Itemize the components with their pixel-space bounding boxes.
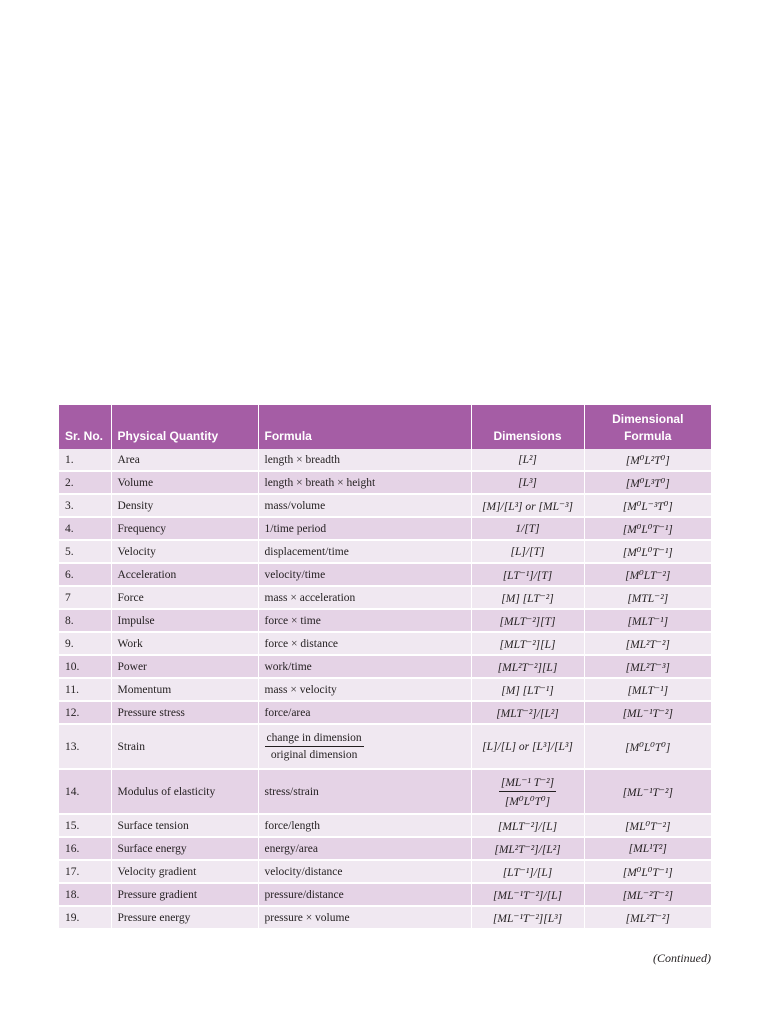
cell-sr-no: 16. [59,837,111,860]
cell-sr-no: 1. [59,449,111,471]
cell-dimensional-formula: [ML⁻¹T⁻²] [584,701,711,724]
cell-dimensions: [MLT⁻²][T] [471,609,584,632]
cell-formula: mass × velocity [258,678,471,701]
header-dimensional-formula [584,405,711,449]
cell-sr-no: 11. [59,678,111,701]
cell-sr-no: 4. [59,517,111,540]
cell-quantity: Acceleration [111,563,258,586]
cell-quantity: Pressure gradient [111,883,258,906]
cell-formula: force/length [258,814,471,837]
cell-sr-no: 13. [59,724,111,769]
table-row [59,586,711,609]
cell-dimensions: [M] [LT⁻²] [471,586,584,609]
cell-dimensions: [LT⁻¹]/[T] [471,563,584,586]
cell-dimensions: [L²] [471,449,584,471]
cell-formula: pressure × volume [258,906,471,929]
table-row [59,769,711,814]
cell-dimensions: [ML²T⁻²]/[L²] [471,837,584,860]
cell-formula: force × distance [258,632,471,655]
continued-note: (Continued) [653,951,711,965]
cell-quantity: Area [111,449,258,471]
cell-dimensions: [M] [LT⁻¹] [471,678,584,701]
table-row [59,655,711,678]
cell-sr-no: 14. [59,769,111,814]
cell-formula: velocity/distance [258,860,471,883]
cell-quantity: Force [111,586,258,609]
table-row [59,860,711,883]
dimensions-table [59,405,711,930]
cell-quantity: Modulus of elasticity [111,769,258,814]
cell-sr-no: 2. [59,471,111,494]
dimensions-fraction [499,775,556,808]
cell-dimensions: [ML⁻¹T⁻²][L³] [471,906,584,929]
cell-formula: mass × acceleration [258,586,471,609]
cell-dimensional-formula: [M⁰L⁰T⁰] [584,724,711,769]
cell-dimensions: [MLT⁻²]/[L²] [471,701,584,724]
cell-formula: stress/strain [258,769,471,814]
cell-sr-no: 9. [59,632,111,655]
header-formula: Formula [258,405,471,449]
cell-quantity: Surface energy [111,837,258,860]
cell-dimensional-formula: [ML²T⁻²] [584,906,711,929]
cell-quantity: Pressure stress [111,701,258,724]
table-row [59,609,711,632]
cell-dimensional-formula: [ML⁰T⁻²] [584,814,711,837]
cell-dimensions: [MLT⁻²]/[L] [471,814,584,837]
cell-dimensional-formula: [MLT⁻¹] [584,678,711,701]
table-row [59,678,711,701]
cell-dimensions: 1/[T] [471,517,584,540]
cell-dimensional-formula: [M⁰L⁻³T⁰] [584,494,711,517]
cell-quantity: Frequency [111,517,258,540]
table-row [59,540,711,563]
cell-formula: length × breadth [258,449,471,471]
table-row [59,471,711,494]
cell-formula: work/time [258,655,471,678]
cell-dimensions: [MLT⁻²][L] [471,632,584,655]
cell-dimensions: [L]/[T] [471,540,584,563]
table-row [59,701,711,724]
cell-quantity: Pressure energy [111,906,258,929]
table-row [59,724,711,769]
header-dimensions: Dimensions [471,405,584,449]
formula-fraction [265,732,364,761]
cell-dimensions: [L³] [471,471,584,494]
cell-dimensional-formula: [M⁰L⁰T⁻¹] [584,517,711,540]
cell-sr-no: 8. [59,609,111,632]
fraction-numerator: change in dimension [265,732,364,747]
cell-sr-no: 19. [59,906,111,929]
table-row [59,517,711,540]
cell-sr-no: 5. [59,540,111,563]
cell-sr-no: 17. [59,860,111,883]
header-sr-no: Sr. No. [59,405,111,449]
header-dimensional-formula-line1: Dimensional [612,412,684,426]
cell-sr-no: 6. [59,563,111,586]
table-row [59,906,711,929]
cell-dimensional-formula: [MTL⁻²] [584,586,711,609]
fraction-numerator: [ML⁻¹ T⁻²] [499,775,556,792]
header-physical-quantity: Physical Quantity [111,405,258,449]
cell-dimensional-formula: [ML²T⁻²] [584,632,711,655]
cell-formula: energy/area [258,837,471,860]
cell-dimensions: [L]/[L] or [L³]/[L³] [471,724,584,769]
fraction-denominator: original dimension [270,749,358,761]
cell-dimensional-formula: [M⁰L⁰T⁻¹] [584,860,711,883]
cell-formula: force × time [258,609,471,632]
cell-quantity: Density [111,494,258,517]
cell-quantity: Velocity gradient [111,860,258,883]
cell-dimensions: [ML²T⁻²][L] [471,655,584,678]
table-row [59,563,711,586]
cell-formula: pressure/distance [258,883,471,906]
cell-dimensions [471,769,584,814]
cell-quantity: Work [111,632,258,655]
header-dimensional-formula-line2: Formula [624,429,672,443]
cell-dimensional-formula: [ML⁻²T⁻²] [584,883,711,906]
cell-dimensions: [M]/[L³] or [ML⁻³] [471,494,584,517]
cell-sr-no: 10. [59,655,111,678]
cell-sr-no: 7 [59,586,111,609]
cell-dimensional-formula: [M⁰L²T⁰] [584,449,711,471]
cell-dimensional-formula: [MLT⁻¹] [584,609,711,632]
cell-quantity: Momentum [111,678,258,701]
table-row [59,494,711,517]
cell-dimensional-formula: [M⁰L⁰T⁻¹] [584,540,711,563]
cell-sr-no: 12. [59,701,111,724]
cell-sr-no: 15. [59,814,111,837]
cell-dimensional-formula: [ML¹T²] [584,837,711,860]
cell-formula: velocity/time [258,563,471,586]
cell-dimensional-formula: [M⁰L³T⁰] [584,471,711,494]
table-row [59,814,711,837]
table-row [59,449,711,471]
cell-quantity: Volume [111,471,258,494]
table-row [59,837,711,860]
cell-quantity: Power [111,655,258,678]
cell-quantity: Velocity [111,540,258,563]
cell-sr-no: 3. [59,494,111,517]
cell-quantity: Surface tension [111,814,258,837]
cell-formula: mass/volume [258,494,471,517]
cell-dimensional-formula: [ML⁻¹T⁻²] [584,769,711,814]
table-row [59,632,711,655]
table-row [59,883,711,906]
cell-formula: length × breath × height [258,471,471,494]
cell-dimensional-formula: [ML²T⁻³] [584,655,711,678]
fraction-denominator: [M⁰L⁰T⁰] [504,796,551,808]
cell-dimensions: [LT⁻¹]/[L] [471,860,584,883]
cell-quantity: Impulse [111,609,258,632]
cell-formula: 1/time period [258,517,471,540]
cell-quantity: Strain [111,724,258,769]
cell-formula: displacement/time [258,540,471,563]
table-header-row [59,405,711,449]
cell-dimensions: [ML⁻¹T⁻²]/[L] [471,883,584,906]
cell-formula: force/area [258,701,471,724]
cell-formula [258,724,471,769]
cell-dimensional-formula: [M⁰LT⁻²] [584,563,711,586]
cell-sr-no: 18. [59,883,111,906]
